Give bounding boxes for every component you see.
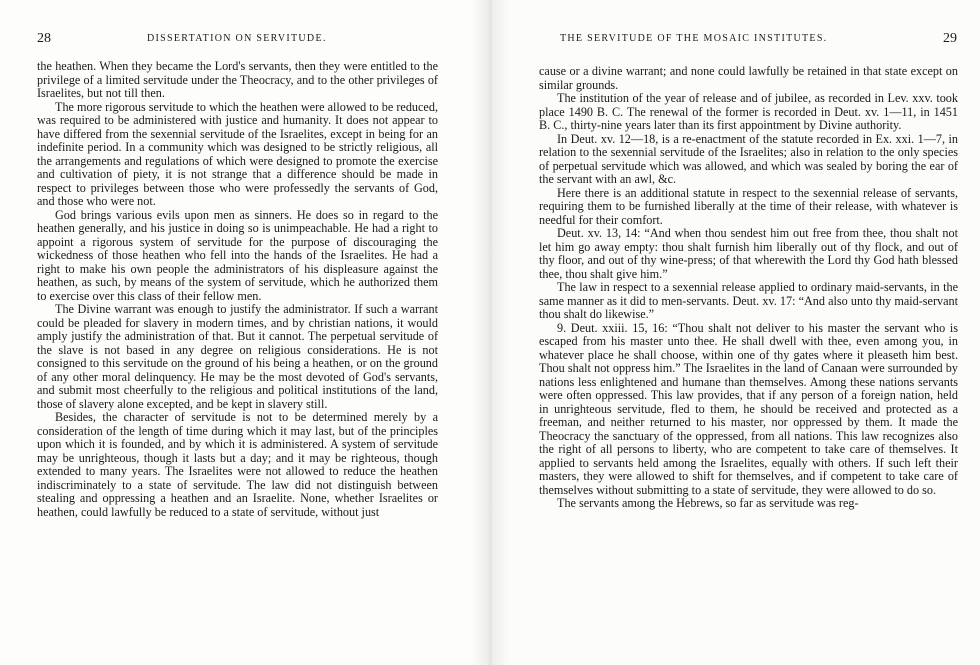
right-page <box>480 0 980 665</box>
left-page <box>0 0 480 665</box>
right-page-header <box>537 31 957 47</box>
left-running-title: DISSERTATION ON SERVITUDE. <box>147 33 327 44</box>
paragraph: 9. Deut. xxiii. 15, 16: “Thou shalt not deliver to his master the servant who is escaped from his master unto thee. He shall dwell with thee, even among you, in whatever place he shall choose, within one of thy gates where it pleaseth him best. Thou shalt not oppress him.” The Israelites in the land of Canaan were surrounded by nations less enlightened and humane than themselves. Among these nations servants were often oppressed. This law provides, that if any person of a foreign nation, held in unrighteous servitude, fled to them, he should be received and protected as a freeman, and neither returned to his master, nor oppressed by them. It made the Theocracy the sanctuary of the oppressed, from all nations. This law recognizes also the right of all persons to liberty, who are competent to take care of themselves. It applied to servants held among the Israelites, equally with others. If such left their masters, they were allowed to shift for themselves, and if competent to take care of themselves without submitting to a state of servitude, they were allowed to do so. <box>539 320 958 497</box>
left-page-body <box>37 60 438 519</box>
paragraph: cause or a divine warrant; and none could lawfully be retained in that state except on similar grounds. <box>539 64 958 92</box>
paragraph: The more rigorous servitude to which the heathen were allowed to be reduced, was required to be administered with justice and humanity. It does not appear to have differed from the sexennial servitude of the Israelites, except in being for an indefinite period. In a community which was designed to be strictly religious, all the arrangements and regulations of which were designed to promote the exercise and cultivation of piety, it is not strange that a difference should be made in respect to privileges between those who were professedly the servants of God, and those who were not. <box>37 99 438 208</box>
right-page-body <box>539 65 958 511</box>
paragraph: Deut. xv. 13, 14: “And when thou sendest him out free from thee, thou shalt not let him go away empty: thou shalt furnish him liberally out of thy flock, and out of thy floor, and out of thy wine-press; of that wherewith the Lord thy God hath blessed thee, thou shalt give him.” <box>539 226 958 281</box>
left-page-header <box>37 31 437 47</box>
paragraph: God brings various evils upon men as sinners. He does so in regard to the heathen generally, and his justice in doing so is unimpeachable. He had a right to appoint a rigorous system of servitude for the purpose of discouraging the wickedness of those heathen who fell into the hands of the Israelites. He had a right to make his own people the administrators of his displeasure against the heathen, as such, by means of the system of servitude, which he authorized them to exercise over this class of their fellow men. <box>37 207 438 303</box>
paragraph: The servants among the Hebrews, so far as servitude was reg- <box>557 496 859 510</box>
paragraph: The law in respect to a sexennial release applied to ordinary maid-servants, in the same manner as it did to men-servants. Deut. xv. 17: “And also unto thy maid-servant thou shalt do likewise.” <box>539 280 958 321</box>
paragraph: Besides, the character of servitude is not to be determined merely by a consideration of the length of time during which it may last, but of the principles upon which it is founded, and by which it is administered. A system of servitude may be unrighteous, though it lasts but a day; and it may be righteous, though extended to many years. The Israelites were not allowed to reduce the heathen indiscriminately to a state of servitude. The law did not distinguish between stealing and oppressing a heathen and an Israelite. None, whether Israelites or heathen, could lawfully be reduced to a state of servitude, without just <box>37 410 438 519</box>
paragraph: In Deut. xv. 12—18, is a re-enactment of the statute recorded in Ex. xxi. 1—7, in relation to the sexennial servitude of the Israelites; also in relation to the only species of perpetual servitude which was allowed, and which was sealed by boring the ear of the servant with an awl, &c. <box>539 131 958 186</box>
paragraph: the heathen. When they became the Lord's servants, then they were entitled to the privilege of a limited servitude under the Theocracy, and to the other privileges of Israelites, but not till then. <box>37 59 438 100</box>
left-page-number: 28 <box>37 31 51 46</box>
paragraph: The institution of the year of release and of jubilee, as recorded in Lev. xxv. took place 1490 B. C. The renewal of the former is recorded in Deut. xv. 1—11, in 1451 B. C., thirty-nine years later than its first appointment by Divine authority. <box>539 91 958 132</box>
right-running-title: THE SERVITUDE OF THE MOSAIC INSTITUTES. <box>560 33 828 44</box>
right-page-number: 29 <box>943 31 957 46</box>
paragraph: Here there is an additional statute in respect to the sexennial release of servants, requiring them to be furnished liberally at the time of their release, with whatever is needful for their comfort. <box>539 185 958 227</box>
paragraph: The Divine warrant was enough to justify the administrator. If such a warrant could be pleaded for slavery in modern times, and by christian nations, it would amply justify the administration of that. But it cannot. The perpetual servitude of the slave is not based in any degree on religious considerations. He is not consigned to this servitude on the ground of his being a heathen, or on the ground of any other moral delinquency. He may be the most devoted of God's servants, and submit most cheerfully to the religious and political institutions of the land, those of slavery alone excepted, and be kept in slavery still. <box>37 302 438 411</box>
